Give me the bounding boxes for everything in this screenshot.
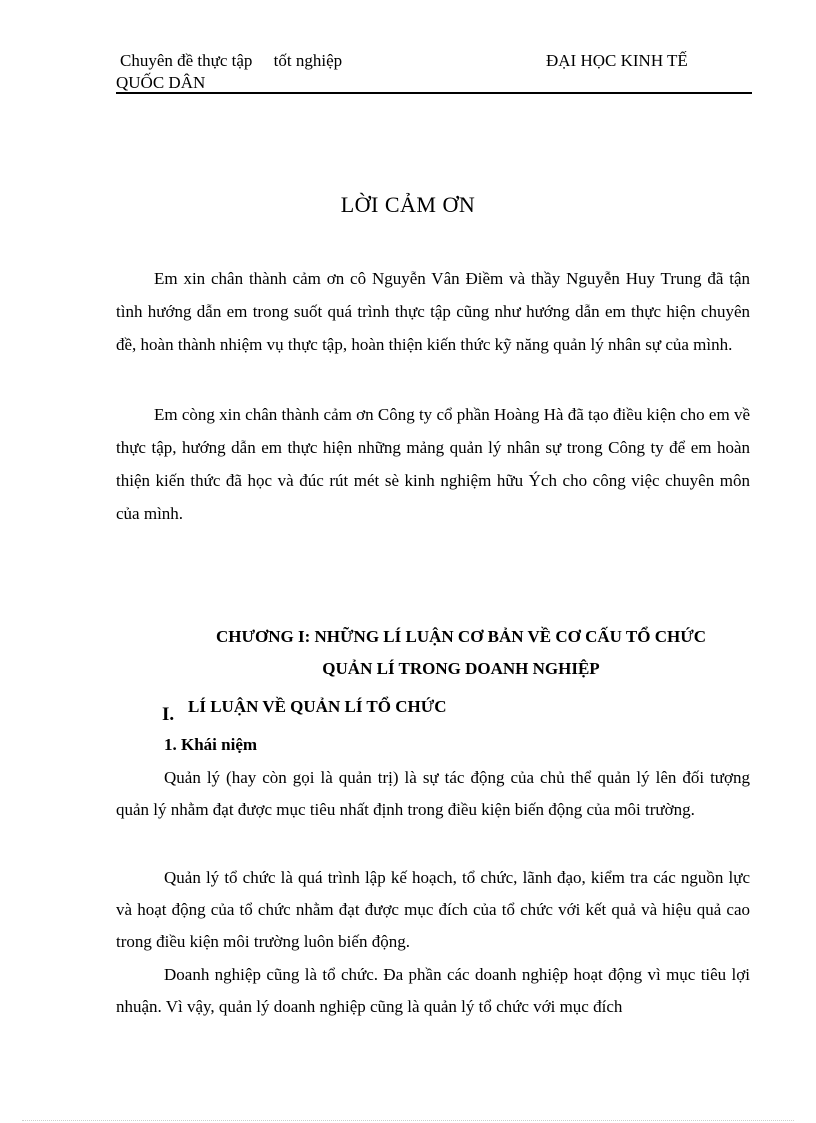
header-right-line1: ĐẠI HỌC KINH TẾ [546,51,688,70]
section-title: LÍ LUẬN VỀ QUẢN LÍ TỔ CHỨC [188,697,447,716]
ack-paragraph-1: Em xin chân thành cảm ơn cô Nguyễn Vân Điềm và thầy Nguyễn Huy Trung đã tận tình hướng dẫn em trong suốt quá trình thực tập cũng như hướng dẫn em thực hiện chuyên đề, hoàn thành nhiệm vụ thực tập, hoàn thiện kiến thức kỹ năng quản lý nhân sự của mình. [116,269,750,354]
section-number: I. [162,704,175,725]
body-paragraph-3: Doanh nghiệp cũng là tổ chức. Đa phần các doanh nghiệp hoạt động vì mục tiêu lợi nhuận. Vì vậy, quản lý doanh nghiệp cũng là quản lý tổ chức với mục đích [116,965,750,1016]
header-left-line2: QUỐC DÂN [116,73,206,92]
body-paragraph-2: Quản lý tổ chức là quá trình lập kế hoạch, tổ chức, lãnh đạo, kiểm tra các nguồn lực và hoạt động của tổ chức nhằm đạt được mục đích của tổ chức với kết quả và hiệu quả cao trong điều kiện môi trường luôn biến động. [116,868,750,951]
page-title: LỜI CẢM ƠN [340,192,476,217]
header-left-line1: Chuyên đề thực tập tốt nghiệp [120,51,343,70]
header-divider [116,92,752,94]
page-bottom-edge [22,1120,794,1121]
chapter-title-line1: CHƯƠNG I: NHỮNG LÍ LUẬN CƠ BẢN VỀ CƠ CẤU TỔ CHỨC [215,627,707,646]
subsection-title: 1. Khái niệm [164,735,258,754]
body-paragraph-1: Quản lý (hay còn gọi là quản trị) là sự tác động của chủ thể quản lý lên đối tượng quản lý nhằm đạt được mục tiêu nhất định trong điều kiện biến động của môi trường. [116,768,750,819]
chapter-title-line2: QUẢN LÍ TRONG DOANH NGHIỆP [322,659,600,678]
ack-paragraph-2: Em còng xin chân thành cảm ơn Công ty cổ phần Hoàng Hà đã tạo điều kiện cho em về thực tập, hướng dẫn em thực hiện những mảng quản lý nhân sự trong Công ty để em hoàn thiện kiến thức đã học và đúc rút mét sè kinh nghiệm hữu Ých cho công việc chuyên môn của mình. [116,405,750,523]
